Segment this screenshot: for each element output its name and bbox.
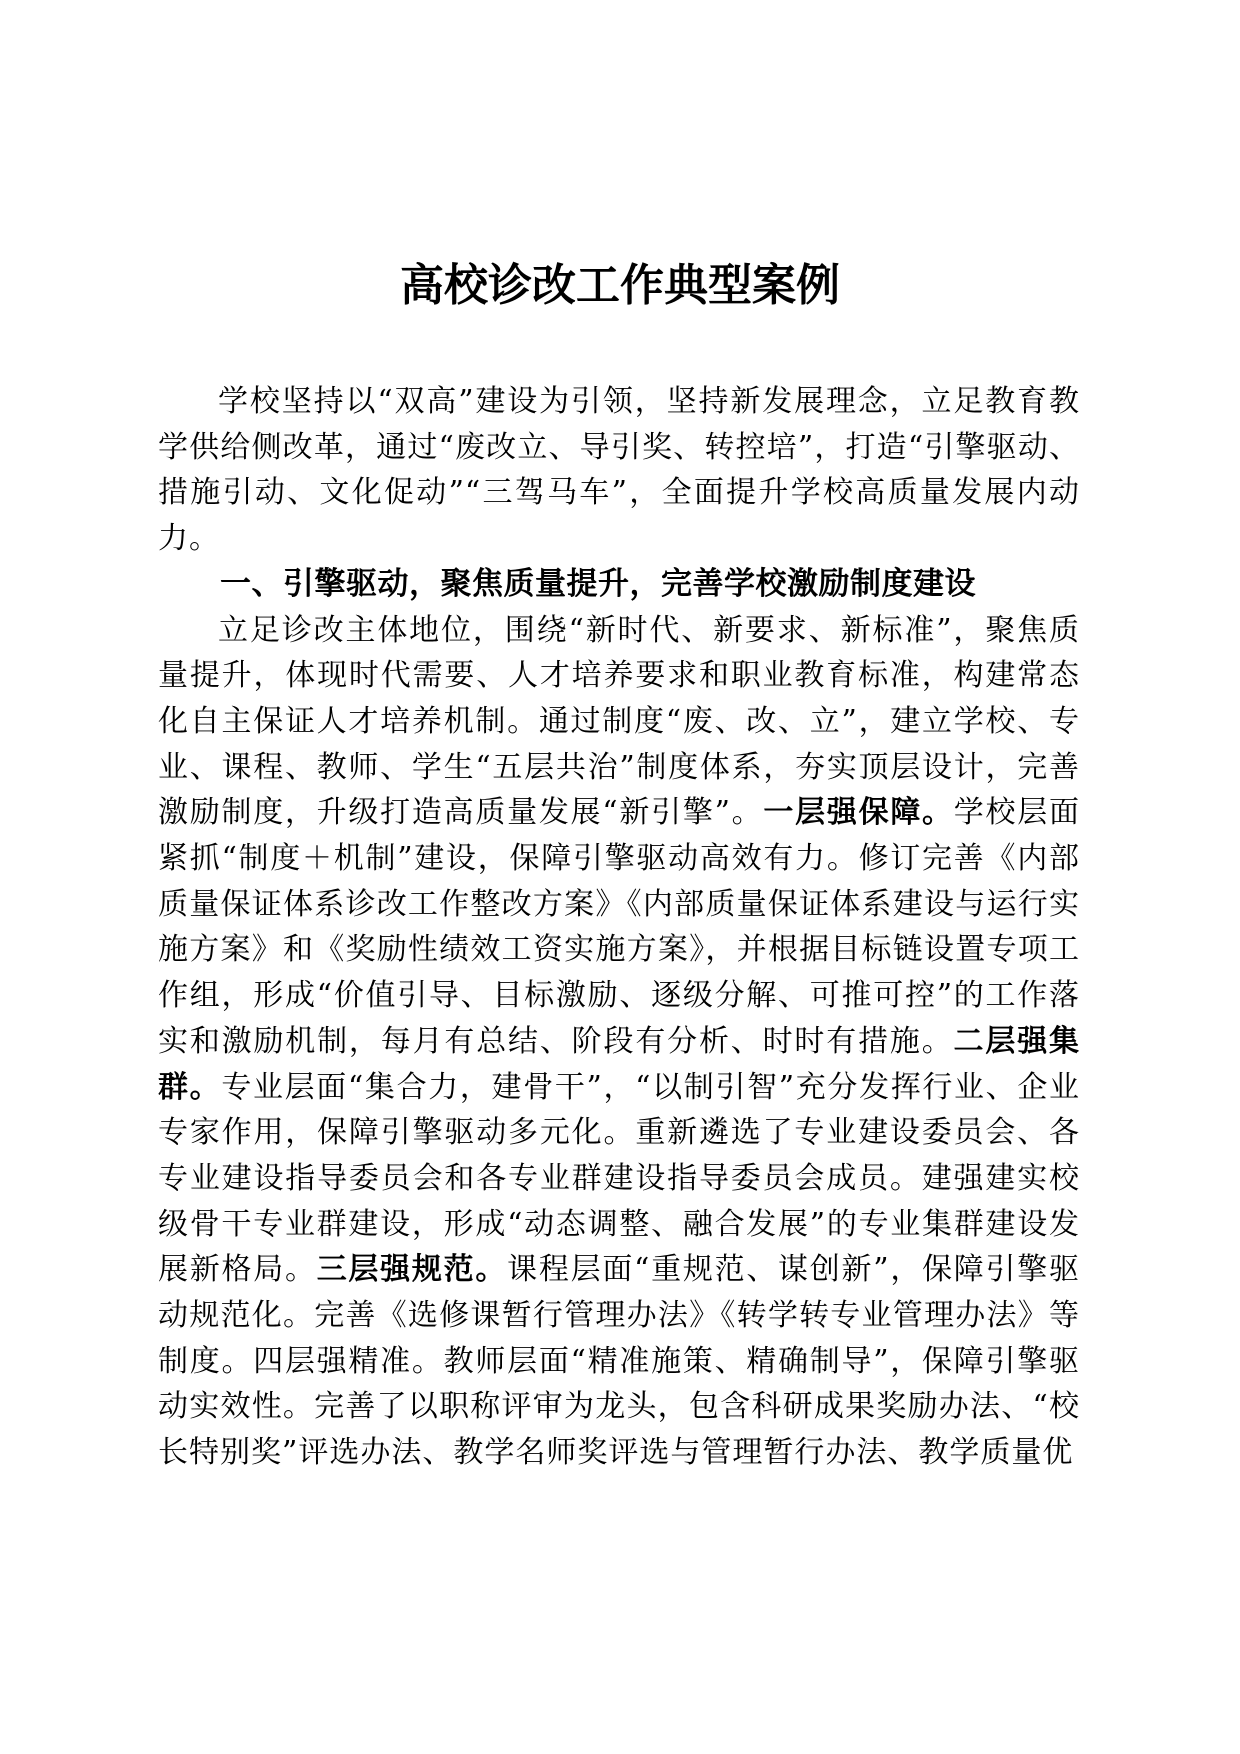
document-body (158, 379, 1080, 1476)
bold-lead-layer-3: 三层强规范。 (316, 1252, 508, 1288)
paragraph-text: 立足诊改主体地位，围绕“新时代、新要求、新标准”，聚焦质量提升，体现时代需要、人才培养要求和职业教育标准，构建常态化自主保证人才培养机制。通过制度“废、改、立”，建立学校、专业、课程、教师、学生“五层共治”制度体系，夯实顶层设计，完善激励制度，升级打造高质量发展“新引擎”。 (158, 612, 1080, 831)
paragraph-text: 课程层面“重规范、谋创新”，保障引擎驱动规范化。完善《选修课暂行管理办法》《转学转专业管理办法》等制度。四层强精准。教师层面“精准施策、精确制导”，保障引擎驱动实效性。完善了以职称评审为龙头，包含科研成果奖励办法、“校长特别奖”评选办法、教学名师奖评选与管理暂行办法、教学质量优 (158, 1252, 1081, 1471)
section-paragraph (158, 608, 1080, 1476)
intro-paragraph: 学校坚持以“双高”建设为引领，坚持新发展理念，立足教育教学供给侧改革，通过“废改立、导引奖、转控培”，打造“引擎驱动、措施引动、文化促动”“三驾马车”，全面提升学校高质量发展内动力。 (158, 384, 1080, 557)
bold-lead-layer-2: 二层强集群。 (158, 1023, 1081, 1105)
paragraph-text: 学校层面紧抓“制度＋机制”建设，保障引擎驱动高效有力。修订完善《内部质量保证体系诊改工作整改方案》《内部质量保证体系建设与运行实施方案》和《奖励性绩效工资实施方案》，并根据目标链设置专项工作组，形成“价值引导、目标激励、逐级分解、可推可控”的工作落实和激励机制，每月有总结、阶段有分析、时时有措施。 (158, 795, 1081, 1059)
paragraph-text: 专业层面“集合力，建骨干”，“以制引智”充分发挥行业、企业专家作用，保障引擎驱动多元化。重新遴选了专业建设委员会、各专业建设指导委员会和各专业群建设指导委员会成员。建强建实校级骨干专业群建设，形成“动态调整、融合发展”的专业集群建设发展新格局。 (158, 1069, 1080, 1288)
section-heading: 一、引擎驱动，聚焦质量提升，完善学校激励制度建设 (220, 565, 976, 602)
bold-lead-layer-1: 一层强保障。 (763, 795, 954, 831)
document-title: 高校诊改工作典型案例 (400, 260, 840, 311)
